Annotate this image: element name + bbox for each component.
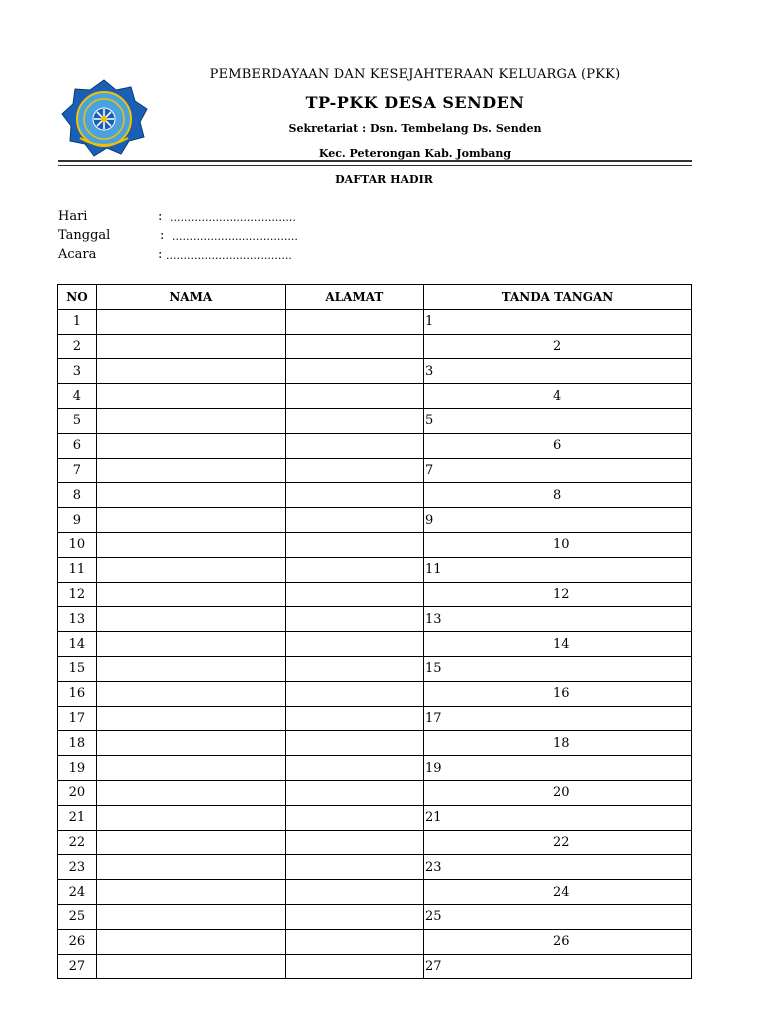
table-row bbox=[58, 656, 692, 681]
signature-cell[interactable]: 14 bbox=[423, 632, 691, 657]
signature-cell[interactable]: 21 bbox=[423, 805, 691, 830]
alamat-cell[interactable] bbox=[285, 681, 423, 706]
signature-cell[interactable]: 12 bbox=[423, 582, 691, 607]
signature-cell[interactable]: 16 bbox=[423, 681, 691, 706]
signature-cell[interactable]: 11 bbox=[423, 557, 691, 582]
row-number: 13 bbox=[58, 607, 97, 632]
nama-cell[interactable] bbox=[96, 632, 285, 657]
alamat-cell[interactable] bbox=[285, 582, 423, 607]
table-row bbox=[58, 408, 692, 433]
row-number: 6 bbox=[58, 433, 97, 458]
nama-cell[interactable] bbox=[96, 334, 285, 359]
table-row bbox=[58, 830, 692, 855]
signature-cell[interactable]: 17 bbox=[423, 706, 691, 731]
signature-cell[interactable]: 6 bbox=[423, 433, 691, 458]
column-header-alamat: ALAMAT bbox=[285, 285, 423, 310]
nama-cell[interactable] bbox=[96, 805, 285, 830]
alamat-cell[interactable] bbox=[285, 557, 423, 582]
page-title: TP-PKK DESA SENDEN bbox=[305, 93, 525, 112]
row-number: 8 bbox=[58, 483, 97, 508]
table-header-row bbox=[58, 285, 692, 310]
table-row bbox=[58, 904, 692, 929]
nama-cell[interactable] bbox=[96, 880, 285, 905]
row-number: 22 bbox=[58, 830, 97, 855]
nama-cell[interactable] bbox=[96, 780, 285, 805]
nama-cell[interactable] bbox=[96, 309, 285, 334]
alamat-cell[interactable] bbox=[285, 880, 423, 905]
row-number: 5 bbox=[58, 408, 97, 433]
nama-cell[interactable] bbox=[96, 904, 285, 929]
signature-cell[interactable]: 3 bbox=[423, 359, 691, 384]
row-number: 2 bbox=[58, 334, 97, 359]
document-title: DAFTAR HADIR bbox=[335, 173, 433, 186]
table-row bbox=[58, 309, 692, 334]
nama-cell[interactable] bbox=[96, 557, 285, 582]
alamat-cell[interactable] bbox=[285, 508, 423, 533]
info-label: Tanggal bbox=[58, 228, 111, 243]
row-number: 12 bbox=[58, 582, 97, 607]
nama-cell[interactable] bbox=[96, 954, 285, 979]
signature-cell[interactable]: 25 bbox=[423, 904, 691, 929]
alamat-cell[interactable] bbox=[285, 954, 423, 979]
info-label: Hari bbox=[58, 209, 88, 224]
nama-cell[interactable] bbox=[96, 458, 285, 483]
table-row bbox=[58, 532, 692, 557]
district-address: Kec. Peterongan Kab. Jombang bbox=[318, 147, 512, 160]
signature-cell[interactable]: 1 bbox=[423, 309, 691, 334]
row-number: 4 bbox=[58, 384, 97, 409]
alamat-cell[interactable] bbox=[285, 731, 423, 756]
table-row bbox=[58, 681, 692, 706]
nama-cell[interactable] bbox=[96, 830, 285, 855]
table-row bbox=[58, 607, 692, 632]
alamat-cell[interactable] bbox=[285, 458, 423, 483]
row-number: 18 bbox=[58, 731, 97, 756]
nama-cell[interactable] bbox=[96, 483, 285, 508]
row-number: 3 bbox=[58, 359, 97, 384]
nama-cell[interactable] bbox=[96, 532, 285, 557]
info-value-field[interactable]: .................................... bbox=[172, 230, 298, 243]
signature-cell[interactable]: 4 bbox=[423, 384, 691, 409]
alamat-cell[interactable] bbox=[285, 656, 423, 681]
table-row bbox=[58, 557, 692, 582]
nama-cell[interactable] bbox=[96, 384, 285, 409]
table-row bbox=[58, 359, 692, 384]
table-row bbox=[58, 508, 692, 533]
row-number: 19 bbox=[58, 756, 97, 781]
alamat-cell[interactable] bbox=[285, 483, 423, 508]
alamat-cell[interactable] bbox=[285, 830, 423, 855]
alamat-cell[interactable] bbox=[285, 359, 423, 384]
secretariat-address: Sekretariat : Dsn. Tembelang Ds. Senden bbox=[288, 122, 542, 135]
alamat-cell[interactable] bbox=[285, 384, 423, 409]
signature-cell[interactable]: 19 bbox=[423, 756, 691, 781]
table-row bbox=[58, 706, 692, 731]
table-row bbox=[58, 805, 692, 830]
table-row bbox=[58, 880, 692, 905]
row-number: 11 bbox=[58, 557, 97, 582]
info-colon: : bbox=[158, 247, 163, 262]
nama-cell[interactable] bbox=[96, 408, 285, 433]
org-name: PEMBERDAYAAN DAN KESEJAHTERAAN KELUARGA (PKK) bbox=[209, 67, 621, 82]
row-number: 23 bbox=[58, 855, 97, 880]
table-row bbox=[58, 632, 692, 657]
nama-cell[interactable] bbox=[96, 656, 285, 681]
column-header-nama: NAMA bbox=[96, 285, 285, 310]
alamat-cell[interactable] bbox=[285, 607, 423, 632]
info-label: Acara bbox=[58, 247, 97, 262]
row-number: 21 bbox=[58, 805, 97, 830]
signature-cell[interactable]: 20 bbox=[423, 780, 691, 805]
alamat-cell[interactable] bbox=[285, 855, 423, 880]
table-row bbox=[58, 855, 692, 880]
column-header-tanda-tangan: TANDA TANGAN bbox=[423, 285, 691, 310]
signature-cell[interactable]: 26 bbox=[423, 929, 691, 954]
alamat-cell[interactable] bbox=[285, 309, 423, 334]
signature-cell[interactable]: 24 bbox=[423, 880, 691, 905]
alamat-cell[interactable] bbox=[285, 408, 423, 433]
info-value-field[interactable]: .................................... bbox=[170, 211, 296, 224]
table-row bbox=[58, 433, 692, 458]
nama-cell[interactable] bbox=[96, 756, 285, 781]
signature-cell[interactable]: 22 bbox=[423, 830, 691, 855]
info-value-field[interactable]: .................................... bbox=[166, 249, 292, 262]
row-number: 20 bbox=[58, 780, 97, 805]
row-number: 14 bbox=[58, 632, 97, 657]
table-body bbox=[58, 309, 692, 979]
row-number: 26 bbox=[58, 929, 97, 954]
nama-cell[interactable] bbox=[96, 731, 285, 756]
info-colon: : bbox=[160, 228, 165, 243]
row-number: 24 bbox=[58, 880, 97, 905]
row-number: 27 bbox=[58, 954, 97, 979]
signature-cell[interactable]: 13 bbox=[423, 607, 691, 632]
info-colon: : bbox=[158, 209, 163, 224]
row-number: 7 bbox=[58, 458, 97, 483]
table-row bbox=[58, 756, 692, 781]
signature-cell[interactable]: 7 bbox=[423, 458, 691, 483]
row-number: 9 bbox=[58, 508, 97, 533]
signature-cell[interactable]: 2 bbox=[423, 334, 691, 359]
signature-cell[interactable]: 5 bbox=[423, 408, 691, 433]
row-number: 25 bbox=[58, 904, 97, 929]
alamat-cell[interactable] bbox=[285, 706, 423, 731]
nama-cell[interactable] bbox=[96, 681, 285, 706]
table-row bbox=[58, 954, 692, 979]
signature-cell[interactable]: 9 bbox=[423, 508, 691, 533]
alamat-cell[interactable] bbox=[285, 334, 423, 359]
alamat-cell[interactable] bbox=[285, 929, 423, 954]
nama-cell[interactable] bbox=[96, 433, 285, 458]
column-header-no: NO bbox=[58, 285, 97, 310]
signature-cell[interactable]: 18 bbox=[423, 731, 691, 756]
signature-cell[interactable]: 10 bbox=[423, 532, 691, 557]
alamat-cell[interactable] bbox=[285, 532, 423, 557]
table-row bbox=[58, 582, 692, 607]
table-row bbox=[58, 384, 692, 409]
nama-cell[interactable] bbox=[96, 607, 285, 632]
row-number: 1 bbox=[58, 309, 97, 334]
row-number: 16 bbox=[58, 681, 97, 706]
table-row bbox=[58, 458, 692, 483]
table-row bbox=[58, 780, 692, 805]
alamat-cell[interactable] bbox=[285, 756, 423, 781]
alamat-cell[interactable] bbox=[285, 904, 423, 929]
alamat-cell[interactable] bbox=[285, 805, 423, 830]
nama-cell[interactable] bbox=[96, 706, 285, 731]
table-row bbox=[58, 334, 692, 359]
signature-cell[interactable]: 27 bbox=[423, 954, 691, 979]
nama-cell[interactable] bbox=[96, 359, 285, 384]
signature-cell[interactable]: 15 bbox=[423, 656, 691, 681]
table-row bbox=[58, 731, 692, 756]
table-row bbox=[58, 929, 692, 954]
table-row bbox=[58, 483, 692, 508]
header-divider-thick bbox=[58, 160, 692, 162]
signature-cell[interactable]: 8 bbox=[423, 483, 691, 508]
row-number: 10 bbox=[58, 532, 97, 557]
signature-cell[interactable]: 23 bbox=[423, 855, 691, 880]
pkk-emblem-icon bbox=[58, 78, 150, 160]
nama-cell[interactable] bbox=[96, 855, 285, 880]
alamat-cell[interactable] bbox=[285, 780, 423, 805]
alamat-cell[interactable] bbox=[285, 632, 423, 657]
alamat-cell[interactable] bbox=[285, 433, 423, 458]
header-divider-thin bbox=[58, 165, 692, 166]
row-number: 15 bbox=[58, 656, 97, 681]
nama-cell[interactable] bbox=[96, 929, 285, 954]
nama-cell[interactable] bbox=[96, 582, 285, 607]
nama-cell[interactable] bbox=[96, 508, 285, 533]
row-number: 17 bbox=[58, 706, 97, 731]
attendance-table bbox=[57, 284, 692, 979]
